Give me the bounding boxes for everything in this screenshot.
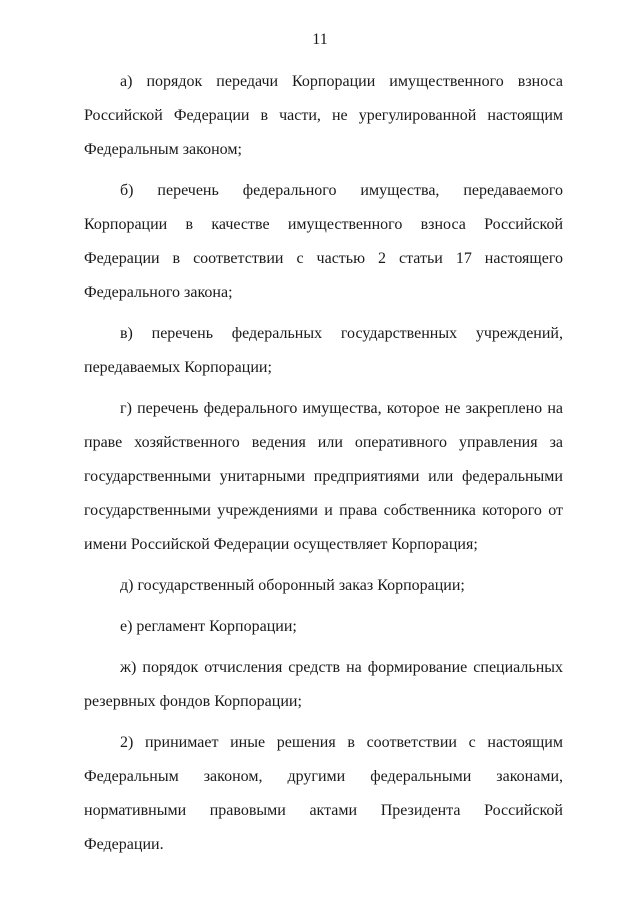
paragraph-item-zh: ж) порядок отчисления средств на формирование специальных резервных фондов Корпорации; [84, 659, 563, 710]
paragraph-item-v: в) перечень федеральных государственных учреждений, передаваемых Корпорации; [84, 325, 563, 376]
paragraph-item-g: г) перечень федерального имущества, которое не закреплено на праве хозяйственного ведения или оперативного управления за государственными унитарными предприятиями или федеральными государственными учреждениями и права собственника которого от имени Российской Федерации осуществляет Корпорация; [84, 400, 563, 553]
page-number: 11 [312, 31, 328, 48]
paragraph-item-e: е) регламент Корпорации; [120, 618, 297, 635]
paragraph-item-b: б) перечень федерального имущества, передаваемого Корпорации в качестве имущественного взноса Российской Федерации в соответствии с частью 2 статьи 17 настоящего Федерального закона; [84, 182, 563, 301]
paragraph-item-a: а) порядок передачи Корпорации имущественного взноса Российской Федерации в части, не урегулированной настоящим Федеральным законом; [84, 73, 563, 158]
paragraph-item-d: д) государственный оборонный заказ Корпорации; [120, 577, 465, 594]
document-body [84, 65, 563, 862]
paragraph-item-2: 2) принимает иные решения в соответствии с настоящим Федеральным законом, другими федеральными законами, нормативными правовыми актами Президента Российской Федерации. [84, 734, 563, 853]
